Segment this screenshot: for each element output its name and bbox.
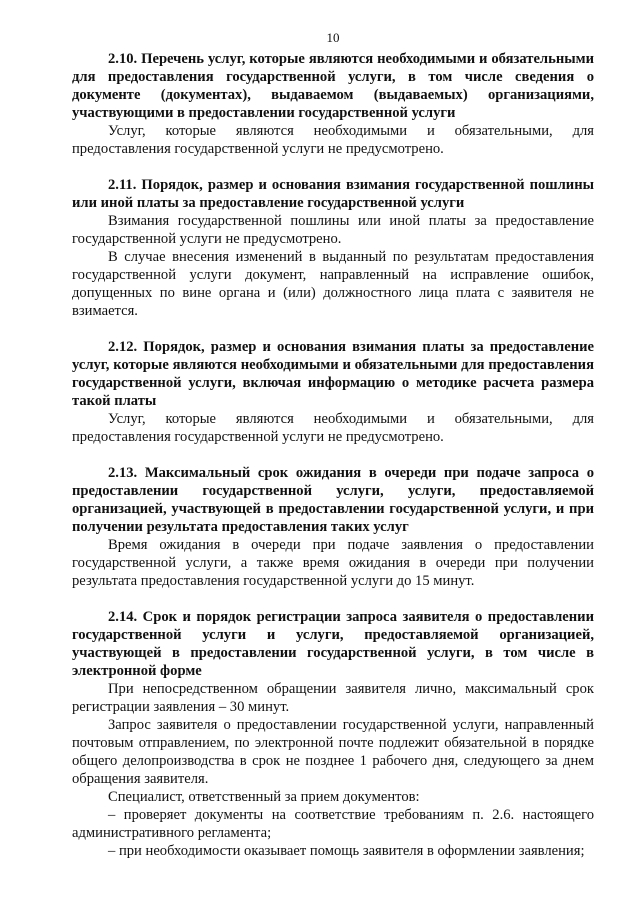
section-2-13 [72,464,594,590]
paragraph: Услуг, которые являются необходимыми и обязательными, для предоставления государственной услуги не предусмотрено. [72,411,594,445]
page-number: 10 [326,30,340,45]
section-spacer [72,158,594,176]
paragraph: В случае внесения изменений в выданный по результатам предоставления государственной услуги документ, направленный на исправление ошибок, допущенных по вине органа и (или) должностного лица плата с заявителя не взимается. [72,249,594,319]
section-heading: 2.12. Порядок, размер и основания взимания платы за предоставление услуг, которые являются необходимыми и обязательными для предоставления государственной услуги, включая информацию о методике расчета размера такой платы [72,339,594,409]
paragraph: Взимания государственной пошлины или иной платы за предоставление государственной услуги не предусмотрено. [72,213,594,247]
list-item: – проверяет документы на соответствие требованиям п. 2.6. настоящего административного регламента; [72,807,594,841]
paragraph: Специалист, ответственный за прием документов: [108,789,420,805]
section-2-10 [72,50,594,158]
list-item: – при необходимости оказывает помощь заявителя в оформлении заявления; [108,843,585,859]
section-2-11 [72,176,594,320]
paragraph: При непосредственном обращении заявителя лично, максимальный срок регистрации заявления – 30 минут. [72,681,594,715]
section-heading: 2.11. Порядок, размер и основания взимания государственной пошлины или иной платы за предоставление государственной услуги [72,177,594,211]
section-spacer [72,320,594,338]
section-2-12 [72,338,594,446]
paragraph: Услуг, которые являются необходимыми и обязательными, для предоставления государственной услуги не предусмотрено. [72,123,594,157]
section-spacer [72,590,594,608]
section-2-14 [72,608,594,860]
section-heading: 2.13. Максимальный срок ожидания в очереди при подаче запроса о предоставлении государственной услуги, услуги, предоставляемой организацией, участвующей в предоставлении государственной услуги, и при получении результата предоставления таких услуг [72,465,594,535]
section-heading: 2.10. Перечень услуг, которые являются необходимыми и обязательными для предоставления государственной услуги, в том числе сведения о документе (документах), выдаваемом (выдаваемых) организациями, участвующими в предоставлении государственной услуги [72,51,594,121]
section-spacer [72,446,594,464]
paragraph: Время ожидания в очереди при подаче заявления о предоставлении государственной услуги, а также время ожидания в очереди при получении результата предоставления государственной услуги до 15 минут. [72,537,594,589]
section-heading: 2.14. Срок и порядок регистрации запроса заявителя о предоставлении государственной услуги и услуги, предоставляемой организацией, участвующей в предоставлении государственной услуги, в том числе в электронной форме [72,609,594,679]
paragraph: Запрос заявителя о предоставлении государственной услуги, направленный почтовым отправлением, по электронной почте подлежит обязательной в порядке общего делопроизводства в срок не позднее 1 рабочего дня, следующего за днем обращения заявителя. [72,717,594,787]
